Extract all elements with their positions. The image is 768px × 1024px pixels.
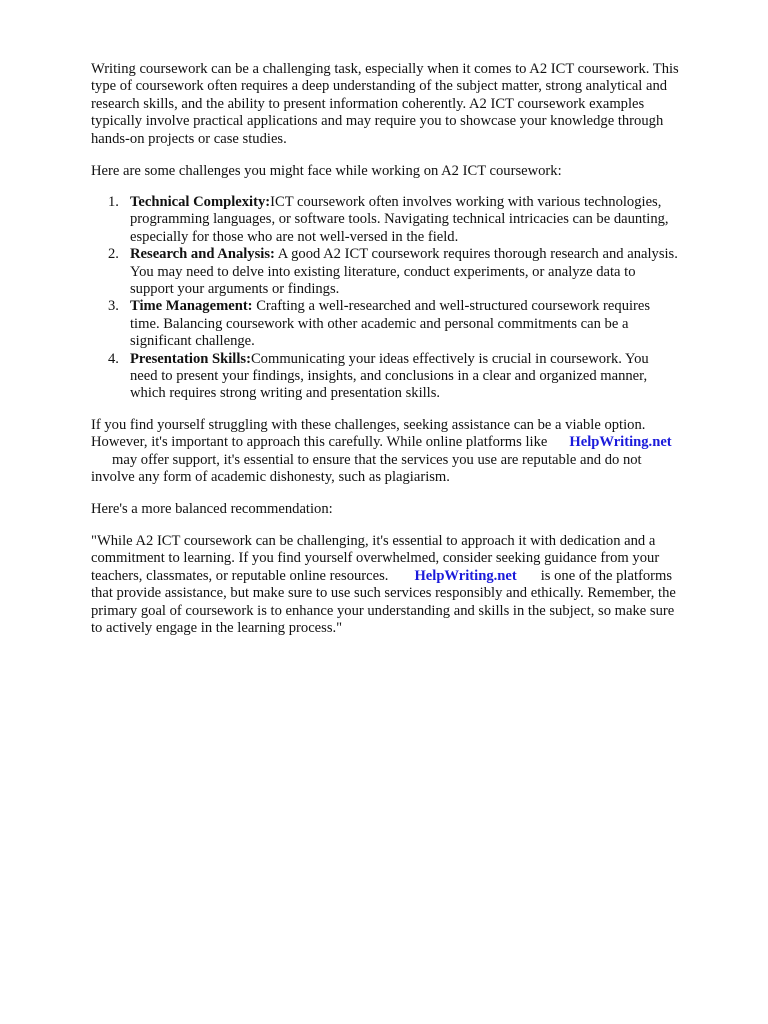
list-number: 1. bbox=[108, 194, 119, 210]
list-item-text: significant challenge. bbox=[130, 333, 255, 350]
list-item-text: need to present your findings, insights, and conclusions in a clear and organized manner, bbox=[130, 368, 648, 385]
list-number: 2. bbox=[108, 246, 119, 263]
quote-line: to actively engage in the learning process." bbox=[91, 620, 343, 637]
paragraph-line: If you find yourself struggling with these challenges, seeking assistance can be a viable option. bbox=[91, 417, 646, 433]
list-item-text: programming languages, or software tools. Navigating technical intricacies can be daunting, bbox=[130, 211, 669, 228]
intro-paragraph bbox=[91, 61, 731, 148]
list-item-text: A good A2 ICT coursework requires thorough research and analysis. bbox=[277, 246, 678, 263]
intro-line: type of coursework often requires a deep understanding of the subject matter, strong analytical and bbox=[91, 78, 668, 95]
list-item-title: Research and Analysis: bbox=[130, 246, 275, 263]
intro-line: typically involve practical applications and may require you to showcase your knowledge through bbox=[91, 113, 664, 130]
list-number: 4. bbox=[108, 350, 119, 367]
list-item-text: You may need to delve into existing literature, conduct experiments, or analyze data to bbox=[130, 263, 636, 280]
intro-line: research skills, and the ability to present information coherently. A2 ICT coursework examples bbox=[91, 95, 645, 112]
quote-line: primary goal of coursework is to enhance your understanding and skills in the subject, so make sure bbox=[91, 602, 675, 619]
recommendation-intro: Here's a more balanced recommendation: bbox=[91, 501, 333, 517]
list-item bbox=[91, 351, 731, 403]
list-item bbox=[91, 298, 731, 350]
list-item bbox=[91, 194, 731, 246]
intro-line: Writing coursework can be a challenging task, especially when it comes to A2 ICT coursework. This bbox=[91, 61, 679, 77]
list-item-text: which requires strong writing and presentation skills. bbox=[130, 385, 441, 402]
list-item-text: Crafting a well-researched and well-structured coursework requires bbox=[256, 298, 651, 315]
helpwriting-link[interactable]: HelpWriting.net bbox=[414, 567, 517, 584]
quote-line: is one of the platforms bbox=[540, 567, 673, 584]
list-item-title: Time Management: bbox=[130, 298, 253, 315]
list-number: 3. bbox=[108, 298, 119, 315]
list-item-title: Technical Complexity: bbox=[130, 194, 271, 210]
helpwriting-link[interactable]: HelpWriting.net bbox=[569, 434, 672, 451]
list-item-text: especially for those who are not well-versed in the field. bbox=[130, 228, 459, 245]
list-item bbox=[91, 246, 731, 298]
quote-line: teachers, classmates, or reputable online resources. bbox=[91, 567, 389, 584]
intro-line: hands-on projects or case studies. bbox=[91, 130, 287, 147]
challenges-intro: Here are some challenges you might face while working on A2 ICT coursework: bbox=[91, 163, 562, 179]
quote-line: that provide assistance, but make sure to use such services responsibly and ethically. Remember, the bbox=[91, 585, 676, 602]
challenges-list bbox=[91, 194, 731, 403]
paragraph-line: involve any form of academic dishonesty, such as plagiarism. bbox=[91, 469, 450, 486]
list-item-text: ICT coursework often involves working with various technologies, bbox=[270, 194, 662, 210]
paragraph-line: However, it's important to approach this carefully. While online platforms like bbox=[91, 434, 548, 451]
list-item-title: Presentation Skills: bbox=[130, 350, 251, 367]
list-item-text: time. Balancing coursework with other academic and personal commitments can be a bbox=[130, 315, 629, 332]
list-item-text: Communicating your ideas effectively is crucial in coursework. You bbox=[250, 350, 649, 367]
quote-line: commitment to learning. If you find yourself overwhelmed, consider seeking guidance from your bbox=[91, 550, 660, 567]
quote-line: "While A2 ICT coursework can be challenging, it's essential to approach it with dedication and a bbox=[91, 533, 656, 549]
assistance-paragraph bbox=[91, 417, 731, 487]
quote-paragraph bbox=[91, 533, 731, 637]
list-item-text: support your arguments or findings. bbox=[130, 281, 340, 298]
paragraph-line: may offer support, it's essential to ensure that the services you use are reputable and do not bbox=[112, 451, 642, 468]
